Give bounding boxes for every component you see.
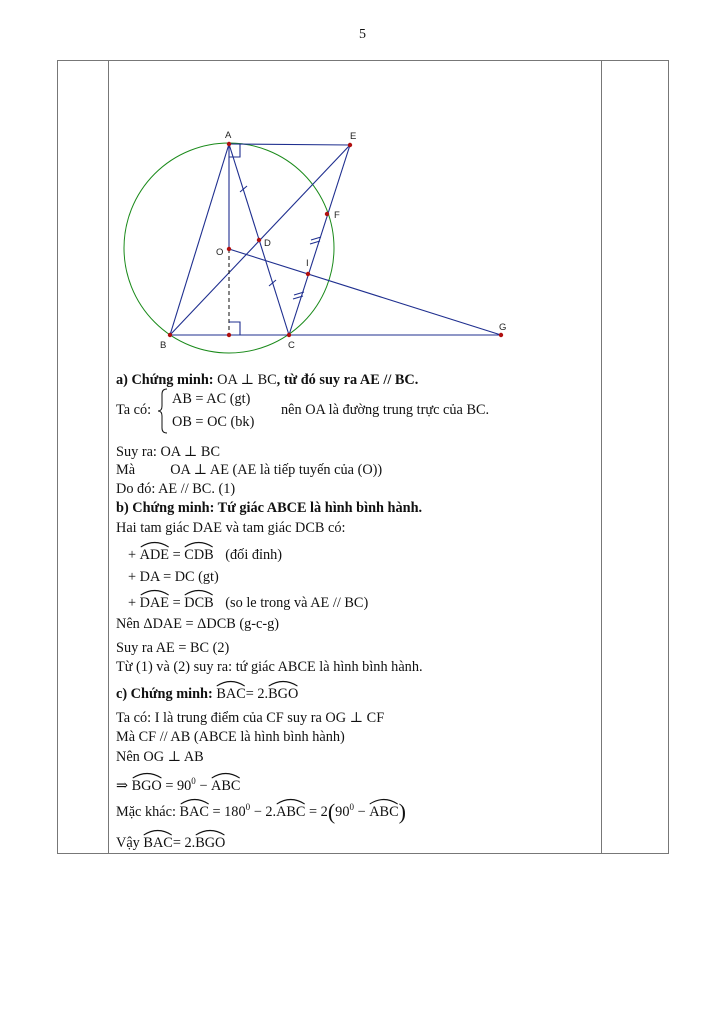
line-b1: Hai tam giác DAE và tam giác DCB có:	[116, 520, 346, 536]
line-b3: + DA = DC (gt)	[128, 569, 219, 585]
line-b7: Từ (1) và (2) suy ra: tứ giác ABCE là hình bình hành.	[116, 659, 423, 675]
point-d	[257, 238, 261, 242]
label-d: D	[264, 238, 271, 249]
label-b: B	[160, 340, 167, 351]
segment-og	[229, 249, 501, 335]
label-a: A	[225, 130, 232, 141]
line-a2: Suy ra: OA ⊥ BC	[116, 444, 221, 460]
column-divider-right	[601, 61, 602, 853]
right-angle-foot	[229, 322, 240, 335]
line-b5: Nên ΔDAE = ΔDCB (g-c-g)	[116, 616, 280, 632]
angle-dae: DAE	[140, 592, 169, 610]
label-g: G	[499, 322, 507, 333]
point-i	[306, 272, 310, 276]
angle-bac: BAC	[216, 683, 245, 701]
segment-ec	[289, 145, 350, 335]
line-c5: Mặc khác: BAC = $180^0 - 2$. ABC = $2(90^0$ − ABC)	[116, 798, 406, 824]
point-g	[499, 333, 503, 337]
point-o	[227, 247, 231, 251]
angle-dcb: DCB	[184, 592, 213, 610]
line-b4: + DAE = DCB (so le trong và AE // BC)	[128, 592, 368, 612]
angle-bac-3: BAC	[143, 832, 172, 850]
line-c1: Ta có: I là trung điểm của CF suy ra OG ⊥ CF	[116, 710, 385, 726]
part-b-heading: b) Chứng minh: Tứ giác ABCE là hình bình hành.	[116, 500, 423, 516]
segment-ab	[170, 144, 229, 335]
angle-bgo: BGO	[268, 683, 298, 701]
line-b2: + ADE = CDB (đối đỉnh)	[128, 544, 282, 564]
label-i: I	[306, 258, 309, 269]
left-brace	[157, 388, 169, 434]
line-b6: Suy ra AE = BC (2)	[116, 640, 230, 656]
page-number: 5	[359, 27, 366, 42]
point-e	[348, 143, 352, 147]
point-b	[168, 333, 172, 337]
label-f: F	[334, 210, 340, 221]
geometry-figure	[108, 122, 528, 354]
point-f	[325, 212, 329, 216]
label-c: C	[288, 340, 295, 351]
label-e: E	[350, 131, 357, 142]
point-a	[227, 142, 231, 146]
equation-system: Ta có: AB = AC (gt) OB = OC (bk) nên OA là đường trung trực của BC.	[116, 388, 596, 434]
angle-abc: ABC	[211, 775, 240, 793]
angle-abc-2: ABC	[276, 801, 305, 819]
part-c-heading: c) Chứng minh: BAC= 2. BGO	[116, 683, 298, 703]
part-a-heading: a) Chứng minh: OA ⊥ BC, từ đó suy ra AE // BC.	[116, 372, 419, 388]
angle-ade: ADE	[140, 544, 169, 562]
angle-bgo-2: BGO	[132, 775, 162, 793]
geometry-diagram	[108, 122, 528, 354]
line-a3: Mà OA ⊥ AE (AE là tiếp tuyến của (O))	[116, 462, 383, 478]
angle-bgo-3: BGO	[195, 832, 225, 850]
line-c6: Vậy BAC= 2. BGO	[116, 832, 225, 852]
line-c4: ⇒ BGO = $90^0$ − ABC	[116, 772, 240, 795]
angle-bac-2: BAC	[180, 801, 209, 819]
angle-abc-3: ABC	[369, 801, 398, 819]
line-a4: Do đó: AE // BC. (1)	[116, 481, 236, 497]
angle-cdb: CDB	[184, 544, 213, 562]
point-foot	[227, 333, 231, 337]
point-c	[287, 333, 291, 337]
line-c3: Nên OG ⊥ AB	[116, 749, 204, 765]
label-o: O	[216, 247, 224, 258]
line-c2: Mà CF // AB (ABCE là hình bình hành)	[116, 729, 345, 745]
